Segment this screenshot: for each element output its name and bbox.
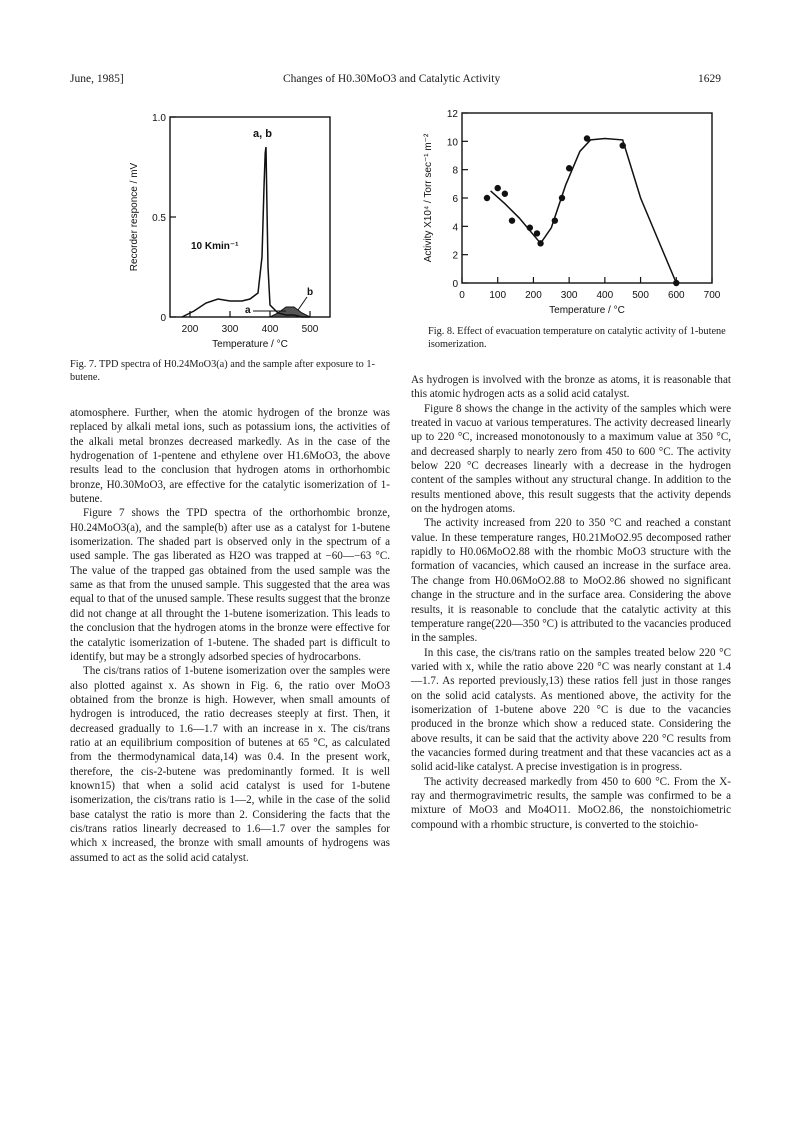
figure-8-caption-text: Fig. 8. Effect of evacuation temperature on catalytic activity of 1-butene isomerization.: [428, 326, 726, 350]
fig8-x-tick-label: 200: [525, 290, 542, 301]
paragraph: The activity decreased markedly from 450 to 600 °C. From the X-ray and thermogravimetric results, the sample was confirmed to be a mixture of MoO3 and Mo4O11. MoO2.86, the nonstoichiometric compound with a rhombic structure, is converted to the stoichio-: [411, 775, 731, 831]
fig7-annotation-b-leader: [298, 297, 307, 310]
fig7-chart: [110, 100, 360, 352]
page-number: 1629: [698, 73, 721, 85]
fig7-x-tick-label: 200: [181, 324, 199, 335]
fig8-x-tick-label: 0: [459, 290, 465, 301]
fig8-x-tick-label: 600: [667, 290, 685, 301]
running-header-date: June, 1985]: [70, 73, 124, 85]
fig8-y-tick-label: 12: [446, 109, 458, 120]
fig7-annotation-b: b: [307, 287, 314, 298]
right-column: [411, 373, 731, 832]
fig7-y-tick-label: 0: [160, 313, 166, 324]
fig8-x-tick-label: 100: [489, 290, 507, 301]
figure-8-caption: [428, 326, 728, 351]
fig7-y-axis-label: Recorder responce / mV: [129, 162, 140, 272]
fig8-y-tick-label: 10: [446, 137, 458, 149]
fig8-x-tick-label: 700: [703, 290, 721, 301]
fig7-x-tick-label: 300: [221, 324, 239, 335]
fig8-data-point: [509, 217, 515, 223]
fig7-annotation-peak: a, b: [253, 128, 272, 140]
fig7-y-tick-label: 0.5: [152, 213, 166, 224]
fig8-data-point: [559, 195, 565, 201]
fig7-x-axis-label: Temperature / °C: [212, 339, 288, 350]
fig8-data-point: [502, 191, 508, 197]
figure-8: [415, 100, 725, 330]
paragraph: As hydrogen is involved with the bronze as atoms, it is reasonable that this atomic hydrogen acts as a solid acid catalyst.: [411, 374, 731, 401]
fig8-y-tick-label: 2: [452, 250, 458, 262]
figure-7: [110, 100, 360, 357]
fig8-data-point: [566, 165, 572, 171]
fig8-data-point: [484, 195, 490, 201]
fig8-x-tick-label: 500: [632, 290, 649, 301]
fig8-x-tick-label: 300: [560, 290, 578, 301]
fig7-annotation-rate: 10 Kmin⁻¹: [191, 241, 239, 252]
fig8-chart: [415, 100, 725, 325]
figure-7-caption-text: Fig. 7. TPD spectra of H0.24MoO3(a) and the sample after exposure to 1-butene.: [70, 359, 375, 383]
fig8-data-point: [552, 217, 558, 223]
fig7-plot-frame: [170, 117, 330, 317]
paragraph: In this case, the cis/trans ratio on the samples treated below 220 °C varied with x, while the ratio above 220 °C was nearly constant at 1.4—1.7. As reported previously,13) these ratios fell just in those ranges on the solid acid catalysts. As mentioned above, the activity for the isomerization of 1-butene above 220 °C is due to the vacancies produced in the bronze which show a reduced state. Considering the above results, it can be said that the activity above 220 °C results from the vacancies formed during treatment and that these vacancies act as a solid acid-like catalyst. A precise investigation is in progress.: [411, 646, 731, 774]
paragraph: atomosphere. Further, when the atomic hydrogen of the bronze was replaced by alkali metal ions, such as potassium ions, the activities of the alkali metal bronzes decreased markedly. As in the case of the hydrogenation of 1-pentene and ethylene over H1.6MoO3, the above results lead to the conclusion that hydrogen atoms in orthorhombic bronze, H0.30MoO3, are effective for the catalytic isomerization of 1-butene.: [70, 407, 390, 506]
fig8-data-point: [673, 280, 679, 286]
paragraph: Figure 8 shows the change in the activity of the samples which were treated in vacuo at various temperatures. The activity decreased linearly up to 220 °C, increased monotonously to a maximum value at 350 °C, and decreased sharply to nearly zero from 450 to 600 °C. The activity below 220 °C decreases linearly with a decrease in the hydrogen content of the samples without any structural change. In addition to the results mentioned above, this result suggests that the activity depends on the hydrogen atoms.: [411, 402, 731, 516]
paragraph: The cis/trans ratios of 1-butene isomerization over the samples were also plotted against x. As shown in Fig. 6, the ratio over MoO3 obtained from the bronze is high. However, when small amounts of hydrogen is introduced, the ratio decreases steeply at first. Then, it decreased gradually to 1.6—1.7 with an increase in x. The cis/trans ratio at an equilibrium composition of butenes at 65 °C, as calculated from the thermodynamical data,14) was 0.4. In the present work, therefore, the cis-2-butene was predominantly formed. It is well known15) that when a solid acid catalyst is used for 1-butene isomerization, the cis/trans ratio is 1—2, while in the case of the solid base catalyst the ratio is more than 2. Considering the facts that the cis/trans ratios linearly decreased to 1.6—1.7 over the samples for which x increased, the bronze with small amounts of hydrogens was assumed to act as the solid acid catalyst.: [70, 665, 390, 864]
figure-7-caption: [70, 359, 390, 384]
fig8-y-tick-label: 0: [452, 279, 458, 290]
fig7-x-tick-label: 400: [261, 324, 279, 335]
fig7-annotation-a: a: [245, 305, 251, 316]
fig7-y-tick-label: 1.0: [152, 113, 166, 124]
running-header-title: Changes of H0.30MoO3 and Catalytic Activity: [283, 73, 501, 85]
fig8-y-tick-label: 6: [452, 194, 458, 205]
fig8-trend-curve: [491, 139, 677, 284]
fig7-series-a-line: [182, 147, 310, 317]
fig8-y-axis-label: Activity X10⁴ / Torr sec⁻¹ m⁻²: [423, 133, 434, 263]
fig8-data-point: [584, 135, 590, 141]
paragraph: The activity increased from 220 to 350 °C and reached a constant value. In these temperature ranges, H0.21MoO2.95 decomposed rather rapidly to H0.06MoO2.88 with the rhombic MoO3 structure with the formation of vacancies, which caused an increase in the surface area. The change from H0.06MoO2.88 to MoO2.86 showed no significant change in the structure and in the surface area. Considering the above results, it is reasonable to conclude that the catalytic activity at this temperature range(220—350 °C) is attributed to the vacancies produced in the samples.: [411, 517, 731, 645]
fig7-x-tick-label: 500: [301, 324, 319, 335]
fig8-data-point: [534, 230, 540, 236]
fig8-x-axis-label: Temperature / °C: [549, 305, 625, 316]
fig8-data-point: [495, 185, 501, 191]
fig8-y-tick-label: 8: [452, 165, 458, 177]
fig8-data-point: [527, 225, 533, 231]
fig8-x-tick-label: 400: [596, 290, 614, 301]
left-column: [70, 406, 390, 865]
fig8-y-tick-label: 4: [452, 222, 458, 234]
fig8-data-point: [620, 142, 626, 148]
paragraph: Figure 7 shows the TPD spectra of the orthorhombic bronze, H0.24MoO3(a), and the sample(b) after use as a catalyst for 1-butene isomerization. The shaded part is observed only in the spectrum of a used sample. The gas liberated as H2O was trapped at −60—−63 °C. The value of the trapped gas obtained from the used sample was the same as that from the unused sample. This suggested that the area was equal to that of the unused sample. These results suggest that the bronze did not change at all throught the 1-butene isomerization. This leads to the conclusion that the hydrogen atoms in the bronze were effective for the catalytic isomerization of 1-butene. The shaded part is difficult to identify, but may be a strongly adsorbed species of hydrocarbons.: [70, 507, 390, 663]
fig8-data-point: [537, 240, 543, 246]
